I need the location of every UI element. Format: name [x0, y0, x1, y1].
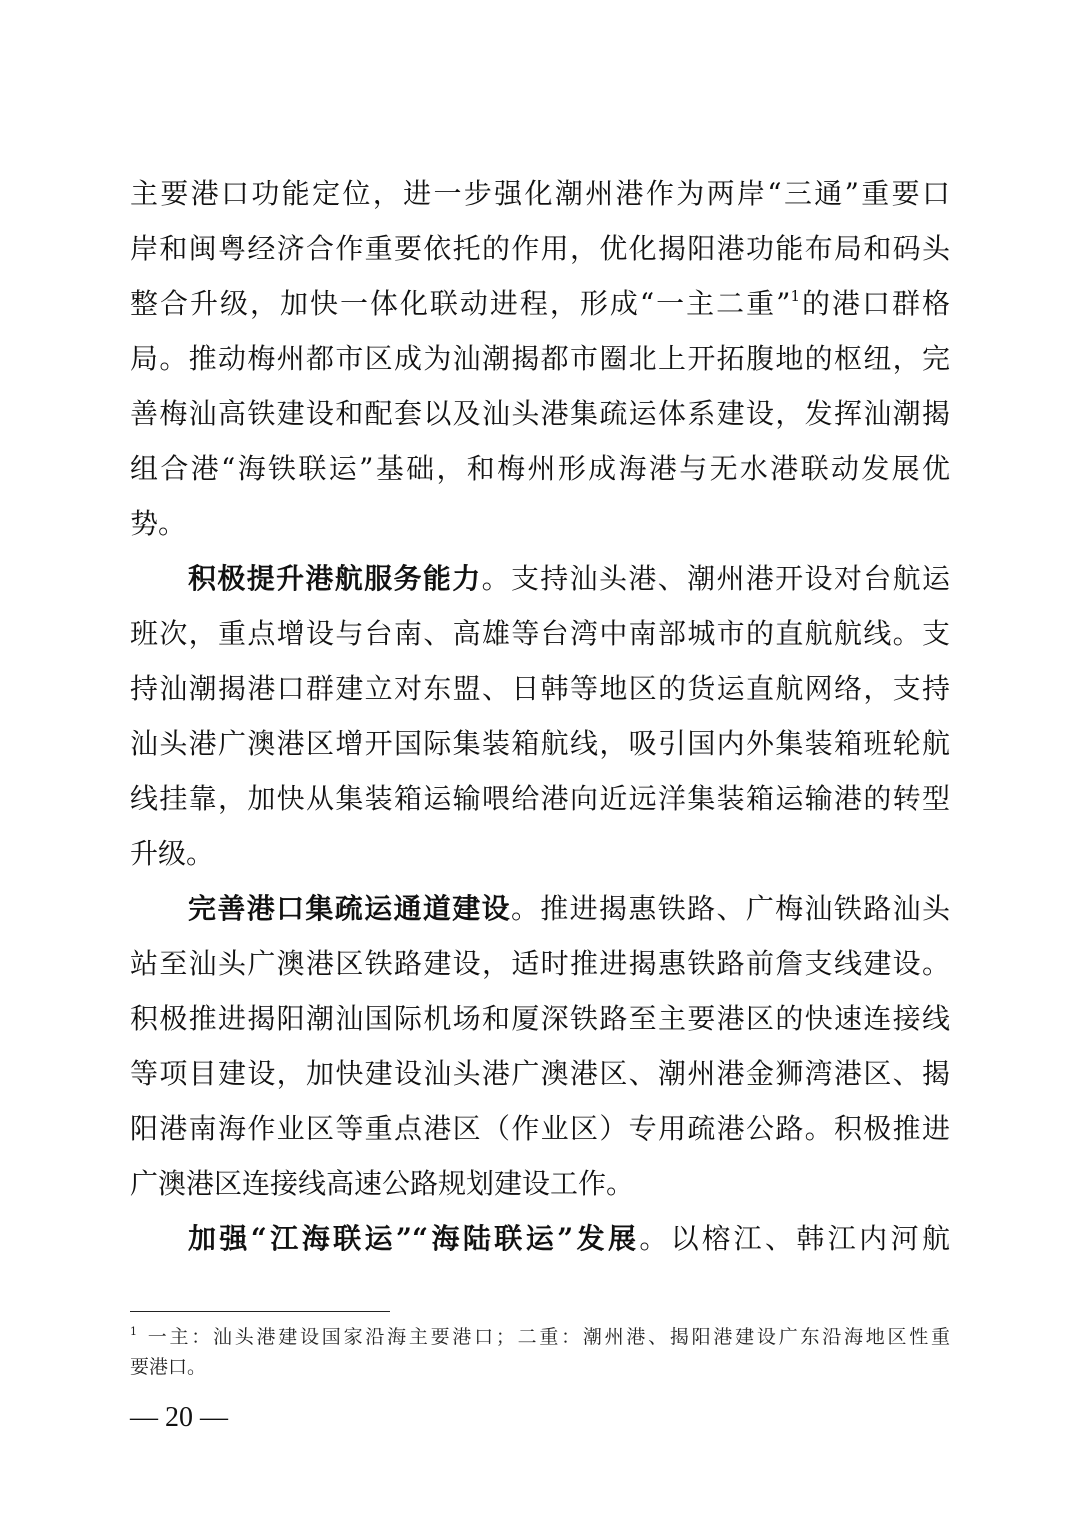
text-line [130, 551, 950, 606]
footnote-separator [130, 1311, 390, 1312]
text-line: 广澳港区连接线高速公路规划建设工作。 [130, 1167, 635, 1200]
text-line: 班次，重点增设与台南、高雄等台湾中南部城市的直航航线。支 [130, 617, 950, 650]
footnote-line [130, 1322, 950, 1352]
text-line: 持汕潮揭港口群建立对东盟、日韩等地区的货运直航网络，支持 [130, 672, 950, 705]
text-line: 站至汕头广澳港区铁路建设，适时推进揭惠铁路前詹支线建设。 [130, 947, 950, 980]
text-line: 岸和闽粤经济合作重要依托的作用，优化揭阳港功能布局和码头 [130, 232, 950, 265]
text-line: 势。 [130, 507, 187, 540]
paragraph-heading: 加强“江海联运”“海陆联运”发展 [188, 1222, 640, 1255]
page-number: — 20 — [130, 1402, 228, 1433]
text-line: 等项目建设，加快建设汕头港广澳港区、潮州港金狮湾港区、揭 [130, 1057, 950, 1090]
text-line: 汕头港广澳港区增开国际集装箱航线，吸引国内外集装箱班轮航 [130, 727, 950, 760]
text-segment: 。以榕江、韩江内河航 [639, 1222, 950, 1255]
footnote-line: 要港口。 [130, 1356, 207, 1378]
text-segment: 。支持汕头港、潮州港开设对台航运 [481, 562, 950, 595]
footnote-marker: 1 [130, 1325, 137, 1338]
text-line: 局。推动梅州都市区成为汕潮揭都市圈北上开拓腹地的枢纽，完 [130, 342, 950, 375]
paragraph-3 [130, 881, 950, 1211]
text-line [130, 1211, 950, 1266]
text-line [130, 276, 950, 331]
text-line: 线挂靠，加快从集装箱运输喂给港向近远洋集装箱运输港的转型 [130, 782, 950, 815]
text-line: 阳港南海作业区等重点港区（作业区）专用疏港公路。积极推进 [130, 1112, 950, 1145]
text-segment: 整合升级，加快一体化联动进程，形成“一主二重” [130, 287, 791, 320]
paragraph-1 [130, 166, 950, 551]
body-text [130, 166, 950, 1266]
text-segment: 的港口群格 [800, 287, 950, 320]
footnote-text: 一主：汕头港建设国家沿海主要港口；二重：潮州港、揭阳港建设广东沿海地区性重 [145, 1326, 950, 1348]
text-line: 善梅汕高铁建设和配套以及汕头港集疏运体系建设，发挥汕潮揭 [130, 397, 950, 430]
text-line [130, 881, 950, 936]
paragraph-2 [130, 551, 950, 881]
paragraph-4 [130, 1211, 950, 1266]
footnote [130, 1322, 950, 1382]
text-line: 升级。 [130, 837, 215, 870]
text-line: 组合港“海铁联运”基础，和梅州形成海港与无水港联动发展优 [130, 452, 950, 485]
paragraph-heading: 积极提升港航服务能力 [188, 562, 482, 595]
text-line: 主要港口功能定位，进一步强化潮州港作为两岸“三通”重要口 [130, 177, 950, 210]
paragraph-heading: 完善港口集疏运通道建设 [188, 892, 511, 925]
footnote-reference[interactable]: 1 [790, 287, 801, 305]
text-segment: 。推进揭惠铁路、广梅汕铁路汕头 [510, 892, 950, 925]
text-line: 积极推进揭阳潮汕国际机场和厦深铁路至主要港区的快速连接线 [130, 1002, 950, 1035]
